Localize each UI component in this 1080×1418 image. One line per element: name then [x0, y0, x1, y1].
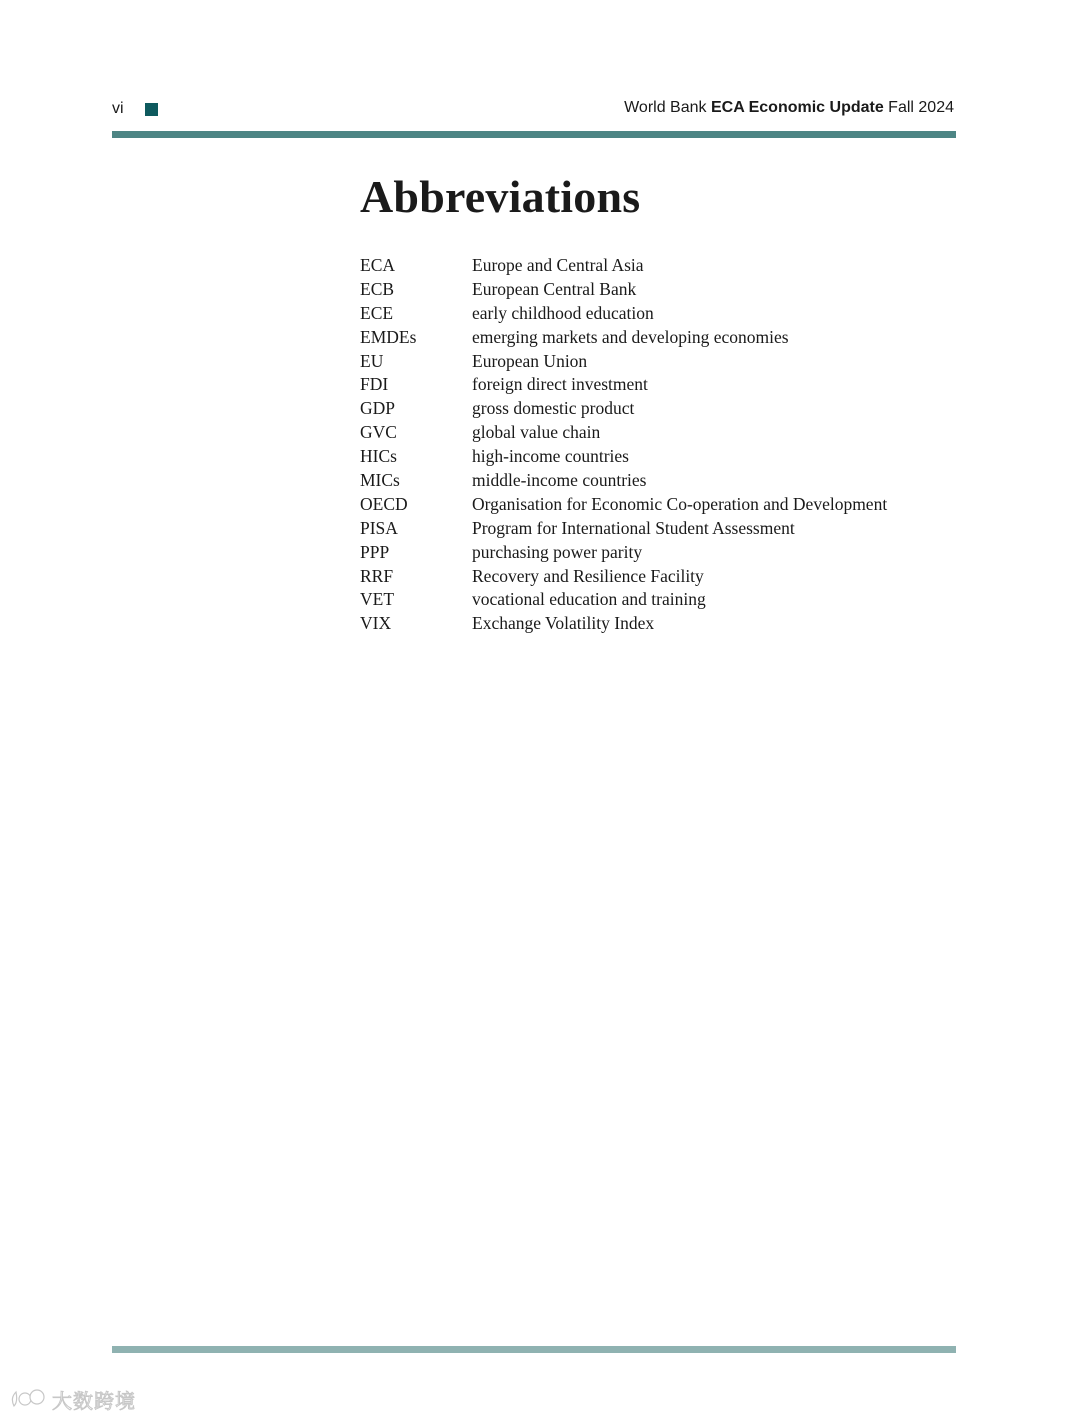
abbreviation-term: VIX: [360, 613, 392, 634]
abbreviation-row: [360, 517, 940, 541]
abbreviation-row: [360, 302, 940, 326]
header-rule: [112, 131, 956, 138]
abbreviation-definition: Europe and Central Asia: [472, 255, 644, 275]
abbreviation-definition: middle-income countries: [472, 470, 647, 491]
abbreviation-definition: early childhood education: [472, 302, 654, 323]
abbreviation-row: [360, 612, 940, 636]
abbreviation-list: [360, 254, 940, 636]
abbreviation-row: [360, 469, 940, 493]
abbreviation-term: ECA: [360, 255, 395, 275]
abbreviation-definition: Exchange Volatility Index: [472, 613, 655, 634]
abbreviation-definition: foreign direct investment: [472, 374, 648, 395]
abbreviation-row: [360, 373, 940, 397]
abbreviation-definition: gross domestic product: [472, 398, 635, 419]
abbreviation-definition: European Union: [472, 350, 588, 371]
running-title-bold: ECA Economic Update: [710, 99, 884, 116]
abbreviation-definition: global value chain: [472, 422, 601, 443]
abbreviation-definition: high-income countries: [472, 446, 629, 467]
page-title: Abbreviations: [360, 171, 641, 222]
abbreviation-term: EMDEs: [360, 326, 417, 347]
watermark: [8, 1384, 136, 1414]
watermark-logo-icon: [8, 1386, 48, 1412]
abbreviation-term: MICs: [360, 470, 400, 491]
abbreviation-term: EU: [360, 350, 384, 371]
abbreviation-term: FDI: [360, 374, 389, 395]
abbreviation-term: GDP: [360, 398, 396, 419]
abbreviation-definition: Recovery and Resilience Facility: [472, 565, 704, 586]
abbreviation-term: VET: [360, 589, 395, 610]
abbreviation-row: [360, 541, 940, 565]
header-square-marker: [145, 103, 158, 116]
abbreviation-term: OECD: [360, 493, 408, 514]
abbreviation-row: [360, 565, 940, 589]
abbreviation-definition: emerging markets and developing economies: [472, 326, 789, 347]
abbreviation-row: [360, 350, 940, 374]
abbreviation-row: [360, 254, 940, 278]
abbreviation-definition: purchasing power parity: [472, 541, 643, 562]
abbreviation-definition: European Central Bank: [472, 278, 637, 299]
watermark-text: 大数跨境: [52, 1388, 136, 1413]
abbreviation-row: [360, 421, 940, 445]
abbreviation-term: HICs: [360, 446, 397, 467]
abbreviation-term: PISA: [360, 517, 398, 538]
abbreviation-row: [360, 326, 940, 350]
page-number: vi: [112, 100, 124, 117]
abbreviation-row: [360, 493, 940, 517]
abbreviation-row: [360, 445, 940, 469]
abbreviation-definition: Organisation for Economic Co-operation and Development: [472, 493, 888, 514]
abbreviation-term: PPP: [360, 541, 390, 562]
abbreviation-term: RRF: [360, 565, 394, 586]
running-title-suffix: Fall 2024: [883, 99, 954, 116]
abbreviation-definition: vocational education and training: [472, 589, 706, 610]
running-title: [624, 99, 954, 117]
abbreviation-row: [360, 588, 940, 612]
abbreviation-row: [360, 278, 940, 302]
abbreviation-row: [360, 397, 940, 421]
abbreviation-term: ECE: [360, 302, 394, 323]
page-header: [112, 98, 956, 124]
abbreviation-definition: Program for International Student Assessment: [472, 517, 795, 538]
abbreviation-term: ECB: [360, 278, 395, 299]
running-title-prefix: World Bank: [624, 99, 711, 116]
abbreviation-term: GVC: [360, 422, 397, 443]
footer-rule: [112, 1346, 956, 1353]
